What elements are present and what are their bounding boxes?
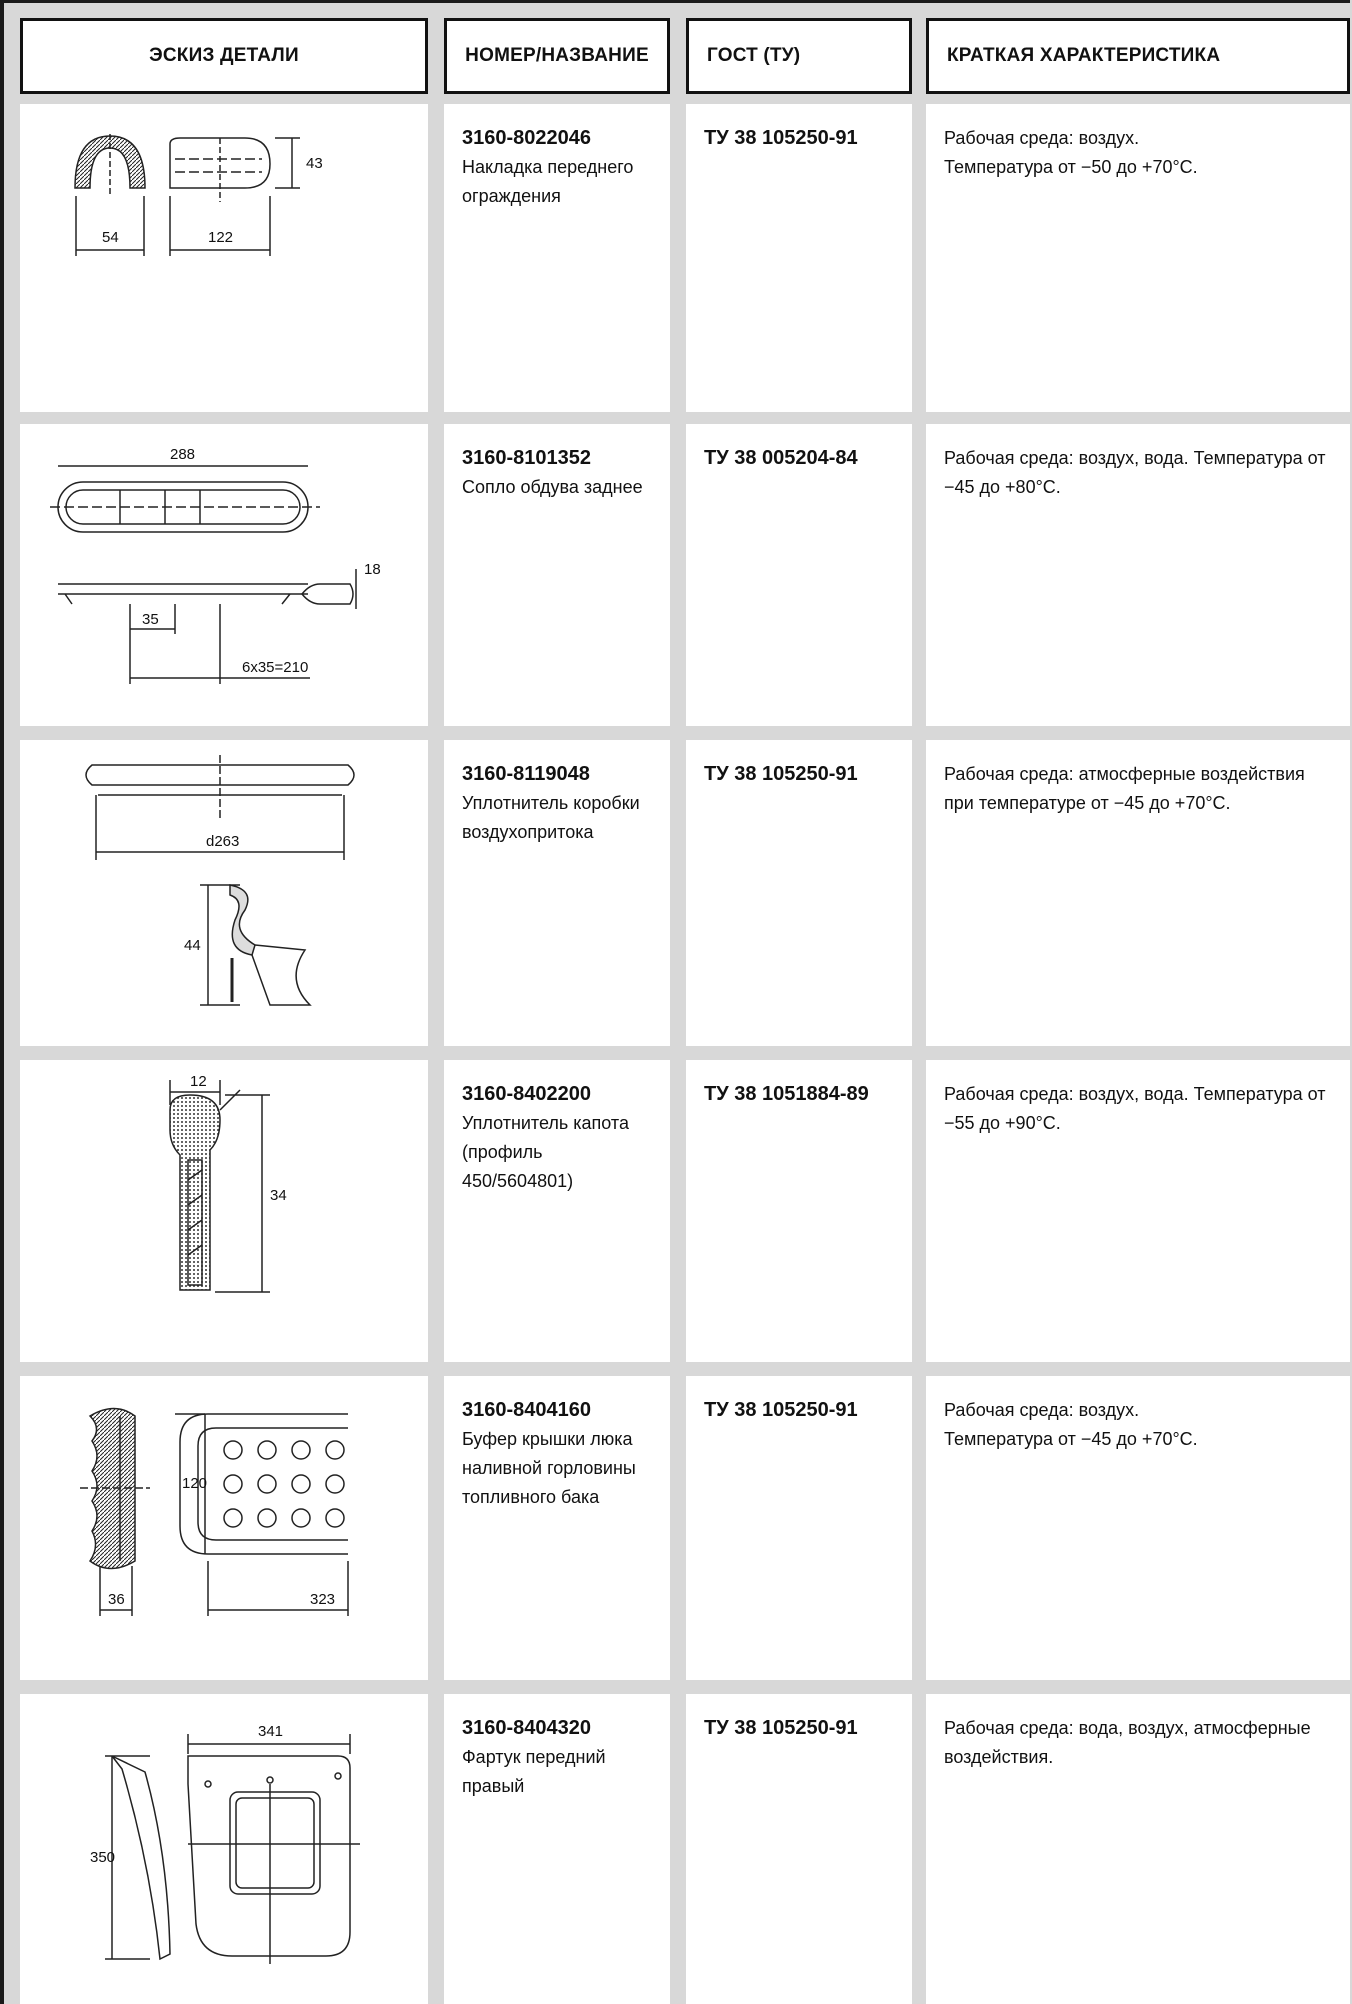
part-drawing-2: [20, 424, 428, 726]
gost-cell-4: [686, 1060, 912, 1362]
desc-cell-4: [926, 1060, 1350, 1362]
dim-label: 54: [102, 229, 119, 246]
dim-label: 350: [90, 1849, 116, 1866]
description: Рабочая среда: воздух. Температура от −45 до +70°С.: [944, 1400, 1198, 1449]
dim-label: 36: [108, 1591, 125, 1608]
gost-value: ТУ 38 105250-91: [704, 1399, 858, 1421]
part-code: 3160-8404320: [462, 1717, 592, 1739]
part-code: 3160-8101352: [462, 447, 592, 469]
part-name: Фартук передний правый: [462, 1747, 606, 1796]
part-name: Сопло обдува заднее: [462, 477, 643, 497]
part-name: Буфер крышки люка наливной горловины топливного бака: [462, 1429, 636, 1507]
gost-value: ТУ 38 1051884-89: [704, 1083, 869, 1105]
number-cell-4: [444, 1060, 670, 1362]
gost-cell-3: [686, 740, 912, 1046]
part-name: Уплотнитель коробки воздухопритока: [462, 793, 640, 842]
part-name: Уплотнитель капота (профиль 450/5604801): [462, 1113, 629, 1191]
dim-label: 6x35=210: [242, 659, 309, 676]
part-name: Накладка переднего ограждения: [462, 157, 634, 206]
description: Рабочая среда: атмосферные воздействия при температуре от −45 до +70°С.: [944, 764, 1305, 813]
header-desc: КРАТКАЯ ХАРАКТЕРИСТИКА: [926, 18, 1350, 94]
description: Рабочая среда: воздух, вода. Температура от −45 до +80°С.: [944, 448, 1326, 497]
gost-cell-1: [686, 104, 912, 412]
header-gost: ГОСТ (ТУ): [686, 18, 912, 94]
desc-cell-6: [926, 1694, 1350, 2004]
sketch-cell-6: [20, 1694, 428, 2004]
description: Рабочая среда: воздух, вода. Температура от −55 до +90°С.: [944, 1084, 1326, 1133]
desc-cell-2: [926, 424, 1350, 726]
part-code: 3160-8404160: [462, 1399, 592, 1421]
gost-cell-2: [686, 424, 912, 726]
desc-cell-1: [926, 104, 1350, 412]
description: Рабочая среда: вода, воздух, атмосферные воздействия.: [944, 1718, 1311, 1767]
desc-cell-3: [926, 740, 1350, 1046]
dim-label: 18: [364, 561, 381, 578]
sketch-cell-2: [20, 424, 428, 726]
dim-label: 120: [182, 1475, 208, 1492]
number-cell-6: [444, 1694, 670, 2004]
gost-value: ТУ 38 105250-91: [704, 763, 858, 785]
dim-label: 288: [170, 446, 196, 463]
part-drawing-4: [20, 1060, 428, 1362]
dim-label: d263: [206, 833, 240, 850]
part-drawing-3: [20, 740, 428, 1046]
gost-value: ТУ 38 005204-84: [704, 447, 858, 469]
desc-cell-5: [926, 1376, 1350, 1680]
part-code: 3160-8022046: [462, 127, 592, 149]
part-drawing-5: [20, 1376, 428, 1680]
sketch-cell-3: [20, 740, 428, 1046]
dim-label: 341: [258, 1723, 284, 1740]
number-cell-3: [444, 740, 670, 1046]
gost-cell-5: [686, 1376, 912, 1680]
sketch-cell-1: [20, 104, 428, 412]
dim-label: 323: [310, 1591, 336, 1608]
part-code: 3160-8402200: [462, 1083, 592, 1105]
dim-label: 34: [270, 1187, 287, 1204]
part-drawing-1: [20, 104, 428, 412]
number-cell-5: [444, 1376, 670, 1680]
header-number: НОМЕР/НАЗВАНИЕ: [444, 18, 670, 94]
dim-label: 35: [142, 611, 159, 628]
gost-value: ТУ 38 105250-91: [704, 1717, 858, 1739]
number-cell-2: [444, 424, 670, 726]
dim-label: 122: [208, 229, 234, 246]
dim-label: 44: [184, 937, 201, 954]
part-code: 3160-8119048: [462, 763, 590, 785]
gost-value: ТУ 38 105250-91: [704, 127, 858, 149]
header-sketch: ЭСКИЗ ДЕТАЛИ: [20, 18, 428, 94]
gost-cell-6: [686, 1694, 912, 2004]
dim-label: 43: [306, 155, 323, 172]
description: Рабочая среда: воздух. Температура от −50 до +70°С.: [944, 128, 1198, 177]
sketch-cell-5: [20, 1376, 428, 1680]
part-drawing-6: [20, 1694, 428, 2004]
dim-label: 12: [190, 1073, 207, 1090]
sketch-cell-4: [20, 1060, 428, 1362]
number-cell-1: [444, 104, 670, 412]
